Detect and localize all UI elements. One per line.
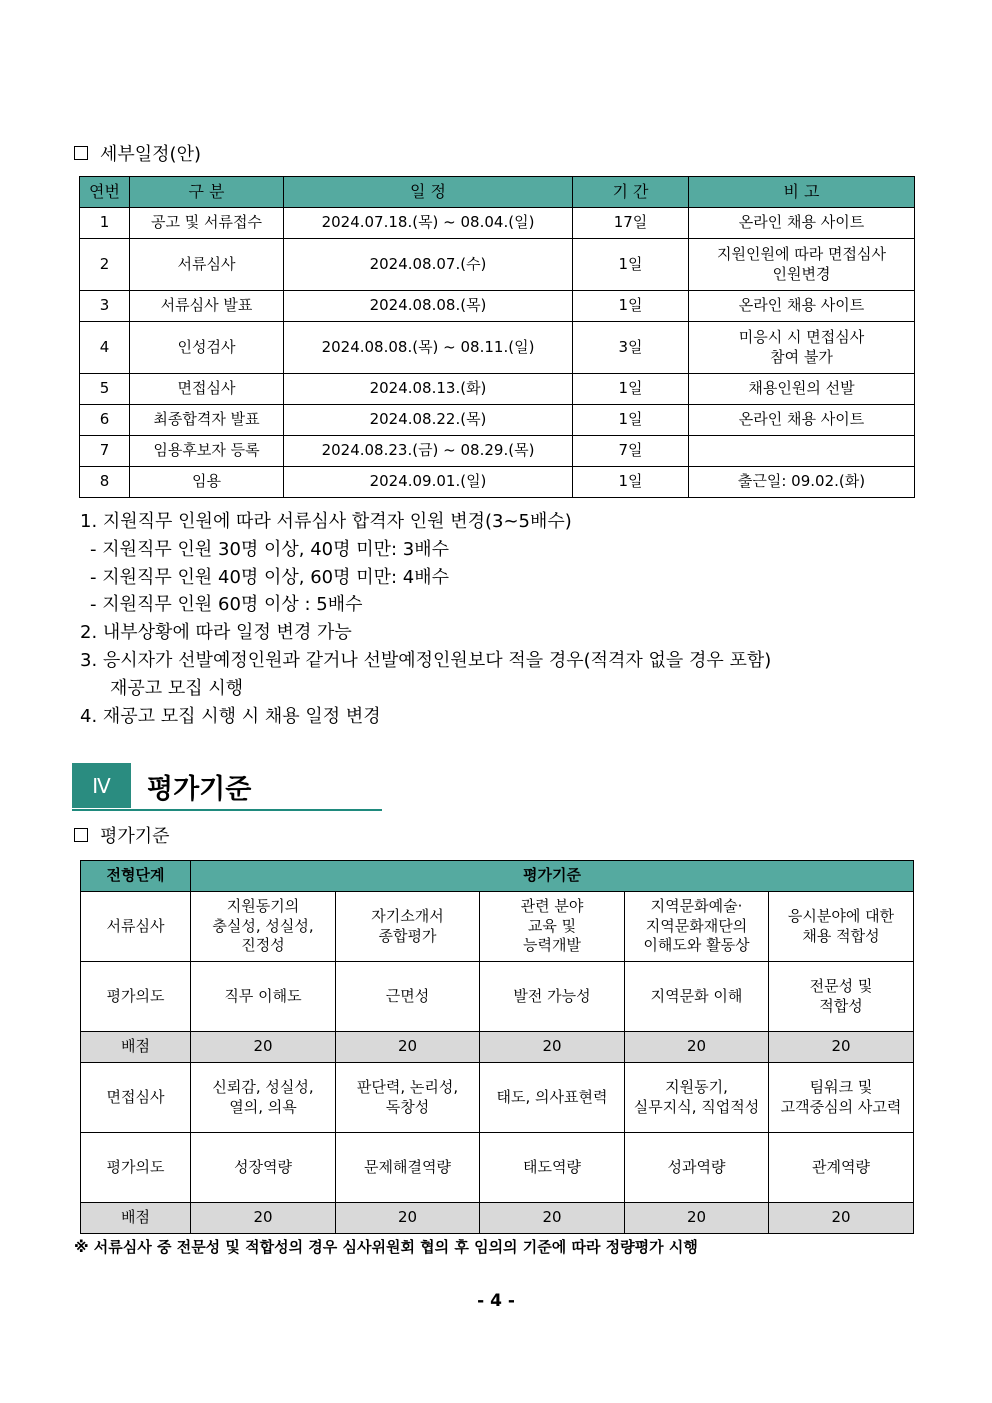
note-sub-item: - 지원직무 인원 40명 이상, 60명 미만: 4배수: [90, 566, 450, 588]
table-cell: 20: [480, 1203, 625, 1234]
table-cell: 2024.07.18.(목) ~ 08.04.(일): [284, 208, 573, 239]
table-cell: 1일: [573, 467, 689, 498]
table-cell: 17일: [573, 208, 689, 239]
table-cell: 관계역량: [769, 1133, 914, 1203]
header-cell: 구 분: [130, 177, 284, 208]
note-sub-item: - 지원직무 인원 30명 이상, 40명 미만: 3배수: [90, 538, 450, 560]
table-cell: 판단력, 논리성, 독창성: [336, 1063, 480, 1133]
table-row: [80, 208, 915, 239]
table-cell: 6: [80, 405, 130, 436]
table-row: [80, 405, 915, 436]
note-item: 1. 지원직무 인원에 따라 서류심사 합격자 인원 변경(3~5배수): [80, 511, 572, 532]
table-cell: 배점: [81, 1032, 191, 1063]
header-cell: 연번: [80, 177, 130, 208]
table-cell: 서류심사: [130, 239, 284, 291]
table-cell: 3일: [573, 322, 689, 374]
table-cell: 팀워크 및 고객중심의 사고력: [769, 1063, 914, 1133]
note-item: 2. 내부상황에 따라 일정 변경 가능: [80, 622, 352, 644]
table-cell: 20: [336, 1203, 480, 1234]
table-cell: 온라인 채용 사이트: [689, 405, 915, 436]
table-cell: 2024.08.08.(목) ~ 08.11.(일): [284, 322, 573, 374]
table-cell: 인성검사: [130, 322, 284, 374]
table-cell: 태도, 의사표현력: [480, 1063, 625, 1133]
table-cell: 1: [80, 208, 130, 239]
table-cell: 평가의도: [81, 1133, 191, 1203]
checkbox-square-icon: [74, 146, 88, 160]
table-cell: 출근일: 09.02.(화): [689, 467, 915, 498]
table-cell: 배점: [81, 1203, 191, 1234]
header-cell: 일 정: [284, 177, 573, 208]
table-cell: 서류심사 발표: [130, 291, 284, 322]
table-cell: 온라인 채용 사이트: [689, 208, 915, 239]
table-cell: 평가의도: [81, 962, 191, 1032]
table-cell: 면접심사: [81, 1063, 191, 1133]
table-cell: 서류심사: [81, 892, 191, 962]
table-cell: 온라인 채용 사이트: [689, 291, 915, 322]
table-cell: 발전 가능성: [480, 962, 625, 1032]
section-heading: [72, 763, 382, 811]
table-cell: 최종합격자 발표: [130, 405, 284, 436]
table-header-row: [80, 177, 915, 208]
note-item-continuation: 재공고 모집 시행: [110, 677, 244, 699]
table-cell: 1일: [573, 239, 689, 291]
table-cell: 8: [80, 467, 130, 498]
table-cell: 지원인원에 따라 면접심사 인원변경: [689, 239, 915, 291]
table-cell: 지역문화예술· 지역문화재단의 이해도와 활동상: [625, 892, 769, 962]
table-cell: 문제해결역량: [336, 1133, 480, 1203]
table-cell: 2024.09.01.(일): [284, 467, 573, 498]
table-cell: 전문성 및 적합성: [769, 962, 914, 1032]
table-cell: 자기소개서 종합평가: [336, 892, 480, 962]
page-number: - 4 -: [477, 1291, 515, 1311]
header-cell: 전형단계: [81, 861, 191, 892]
table-row: [81, 1133, 914, 1203]
table-row: [81, 892, 914, 962]
criteria-table: [80, 860, 914, 1234]
note-item: 4. 재공고 모집 시행 시 채용 일정 변경: [80, 705, 381, 727]
table-cell: 임용: [130, 467, 284, 498]
table-row: [81, 1032, 914, 1063]
header-cell: 비 고: [689, 177, 915, 208]
criteria-section-label: [74, 822, 170, 848]
table-cell: 20: [769, 1203, 914, 1234]
table-row: [80, 239, 915, 291]
table-cell: 2: [80, 239, 130, 291]
table-cell: 직무 이해도: [191, 962, 336, 1032]
table-cell: 성장역량: [191, 1133, 336, 1203]
table-cell: 미응시 시 면접심사 참여 불가: [689, 322, 915, 374]
table-cell: 20: [336, 1032, 480, 1063]
table-cell: 4: [80, 322, 130, 374]
table-cell: 성과역량: [625, 1133, 769, 1203]
note-item: 3. 응시자가 선발예정인원과 같거나 선발예정인원보다 적을 경우(적격자 없을 경우 포함): [80, 649, 772, 671]
table-header-row: [81, 861, 914, 892]
table-cell: 20: [191, 1032, 336, 1063]
table-cell: 20: [625, 1203, 769, 1234]
table-cell: 2024.08.13.(화): [284, 374, 573, 405]
table-cell: 2024.08.23.(금) ~ 08.29.(목): [284, 436, 573, 467]
table-cell: 임용후보자 등록: [130, 436, 284, 467]
table-cell: 지원동기의 충실성, 성실성, 진정성: [191, 892, 336, 962]
table-cell: 신뢰감, 성실성, 열의, 의욕: [191, 1063, 336, 1133]
table-cell: 20: [625, 1032, 769, 1063]
table-cell: 1일: [573, 374, 689, 405]
table-cell: 관련 분야 교육 및 능력개발: [480, 892, 625, 962]
table-cell: 7일: [573, 436, 689, 467]
table-cell: 2024.08.22.(목): [284, 405, 573, 436]
table-cell: 20: [191, 1203, 336, 1234]
note-sub-item: - 지원직무 인원 60명 이상 : 5배수: [90, 594, 363, 616]
table-cell: 면접심사: [130, 374, 284, 405]
footnote: ※ 서류심사 중 전문성 및 적합성의 경우 심사위원회 협의 후 임의의 기준에 따라 정량평가 시행: [74, 1238, 698, 1256]
table-cell: 지역문화 이해: [625, 962, 769, 1032]
table-cell: 7: [80, 436, 130, 467]
table-cell: 지원동기, 실무지식, 직업적성: [625, 1063, 769, 1133]
table-row: [80, 436, 915, 467]
table-cell: 태도역량: [480, 1133, 625, 1203]
table-cell: 2024.08.08.(목): [284, 291, 573, 322]
table-cell: 20: [769, 1032, 914, 1063]
table-row: [81, 962, 914, 1032]
criteria-section-title: 평가기준: [100, 826, 170, 847]
table-cell: 채용인원의 선발: [689, 374, 915, 405]
table-cell: 20: [480, 1032, 625, 1063]
table-row: [80, 374, 915, 405]
table-row: [80, 291, 915, 322]
schedule-section-label: [74, 140, 201, 166]
table-row: [81, 1203, 914, 1234]
schedule-notes: [80, 508, 771, 730]
schedule-table: [79, 176, 915, 498]
table-cell: 1일: [573, 405, 689, 436]
table-cell: 2024.08.07.(수): [284, 239, 573, 291]
checkbox-square-icon: [74, 828, 88, 842]
table-row: [81, 1063, 914, 1133]
section-number-badge: Ⅳ: [72, 763, 131, 808]
header-cell: 기 간: [573, 177, 689, 208]
table-row: [80, 322, 915, 374]
table-cell: 응시분야에 대한 채용 적합성: [769, 892, 914, 962]
table-cell: 5: [80, 374, 130, 405]
table-row: [80, 467, 915, 498]
schedule-section-title: 세부일정(안): [100, 144, 201, 165]
header-cell: 평가기준: [191, 861, 914, 892]
section-title: 평가기준: [147, 774, 252, 805]
table-cell: 근면성: [336, 962, 480, 1032]
table-cell: 3: [80, 291, 130, 322]
table-cell: 공고 및 서류접수: [130, 208, 284, 239]
table-cell: [689, 436, 915, 467]
table-cell: 1일: [573, 291, 689, 322]
